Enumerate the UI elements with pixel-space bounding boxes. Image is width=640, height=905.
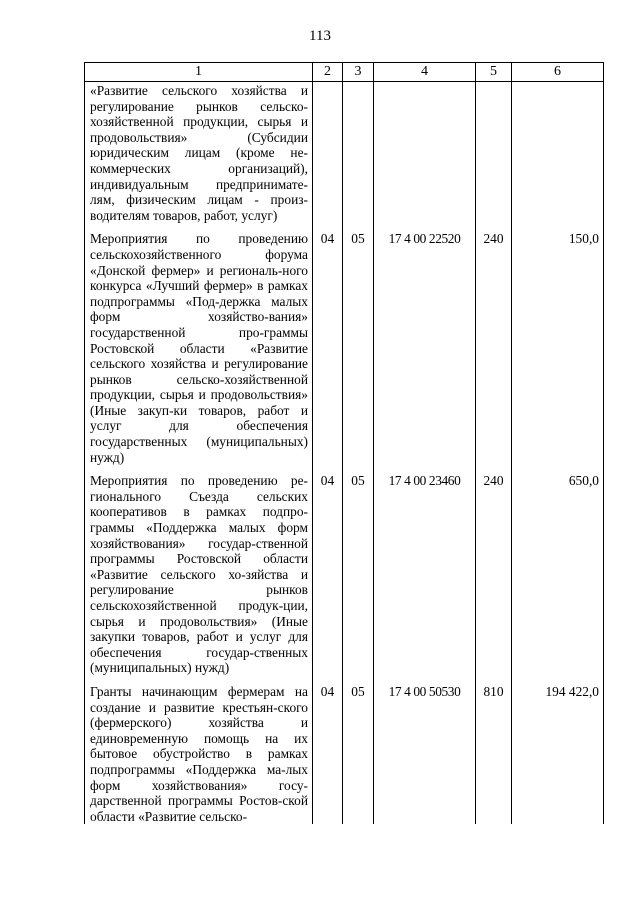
header-col-4: 4 [374,63,476,82]
row-amount: 650,0 [512,465,604,676]
header-col-6: 6 [512,63,604,82]
row-amount: 194 422,0 [512,676,604,824]
table-row [85,465,604,676]
header-col-2: 2 [313,63,343,82]
header-col-5: 5 [476,63,512,82]
header-col-3: 3 [343,63,374,82]
row-description: Гранты начинающим фермерам на создание и развитие крестьян-ского (фермерского) хозяйства и единовременную помощь на их бытовое обустройство в рамках подпрограммы «Поддержка ма-лых форм хозяйствования» госу-дарственной программы Ростов-ской области «Развитие сельско- [85,676,313,824]
row-expense-type [476,82,512,224]
row-target-article: 17 4 00 22520 [374,223,476,465]
row-amount: 150,0 [512,223,604,465]
row-description: Мероприятия по проведению сельскохозяйственного форума «Донской фермер» и региональ-ного конкурса «Лучший фермер» в рамках подпрограммы «Под-держка малых форм хозяйство-вания» государственной про-граммы Ростовской области «Развитие сельского хозяйства и регулирование рынков сельско-хозяйственной продукции, сырья и продовольствия» (Иные закуп-ки товаров, работ и услуг для обеспечения государственных (муниципальных) нужд) [85,223,313,465]
row-amount [512,82,604,224]
row-target-article [374,82,476,224]
row-target-article: 17 4 00 50530 [374,676,476,824]
row-description: Мероприятия по проведению ре-гионального Съезда сельских кооперативов в рамках подпро-граммы «Поддержка малых форм хозяйствования» государ-ственной программы Ростовской области «Развитие сельского хо-зяйства и регулирование рынков сельскохозяйственной продук-ции, сырья и продовольствия» (Иные закупки товаров, работ и услуг для обеспечения государ-ственных (муниципальных) нужд) [85,465,313,676]
row-subsection: 05 [343,676,374,824]
row-expense-type: 240 [476,465,512,676]
row-section: 04 [313,223,343,465]
table-header-row [85,63,604,82]
row-section: 04 [313,465,343,676]
page-number: 113 [309,28,331,44]
budget-table [84,62,604,824]
row-target-article: 17 4 00 23460 [374,465,476,676]
row-description: «Развитие сельского хозяйства и регулирование рынков сельско-хозяйственной продукции, сырья и продовольствия» (Субсидии юридическим лицам (кроме не-коммерческих организаций), индивидуальным предпринимате-лям, физическим лицам - произ-водителям товаров, работ, услуг) [85,82,313,224]
row-expense-type: 810 [476,676,512,824]
row-subsection: 05 [343,223,374,465]
row-section: 04 [313,676,343,824]
row-section [313,82,343,224]
header-col-1: 1 [85,63,313,82]
table-row [85,82,604,224]
table-row [85,676,604,824]
row-subsection: 05 [343,465,374,676]
row-subsection [343,82,374,224]
row-expense-type: 240 [476,223,512,465]
table-row [85,223,604,465]
